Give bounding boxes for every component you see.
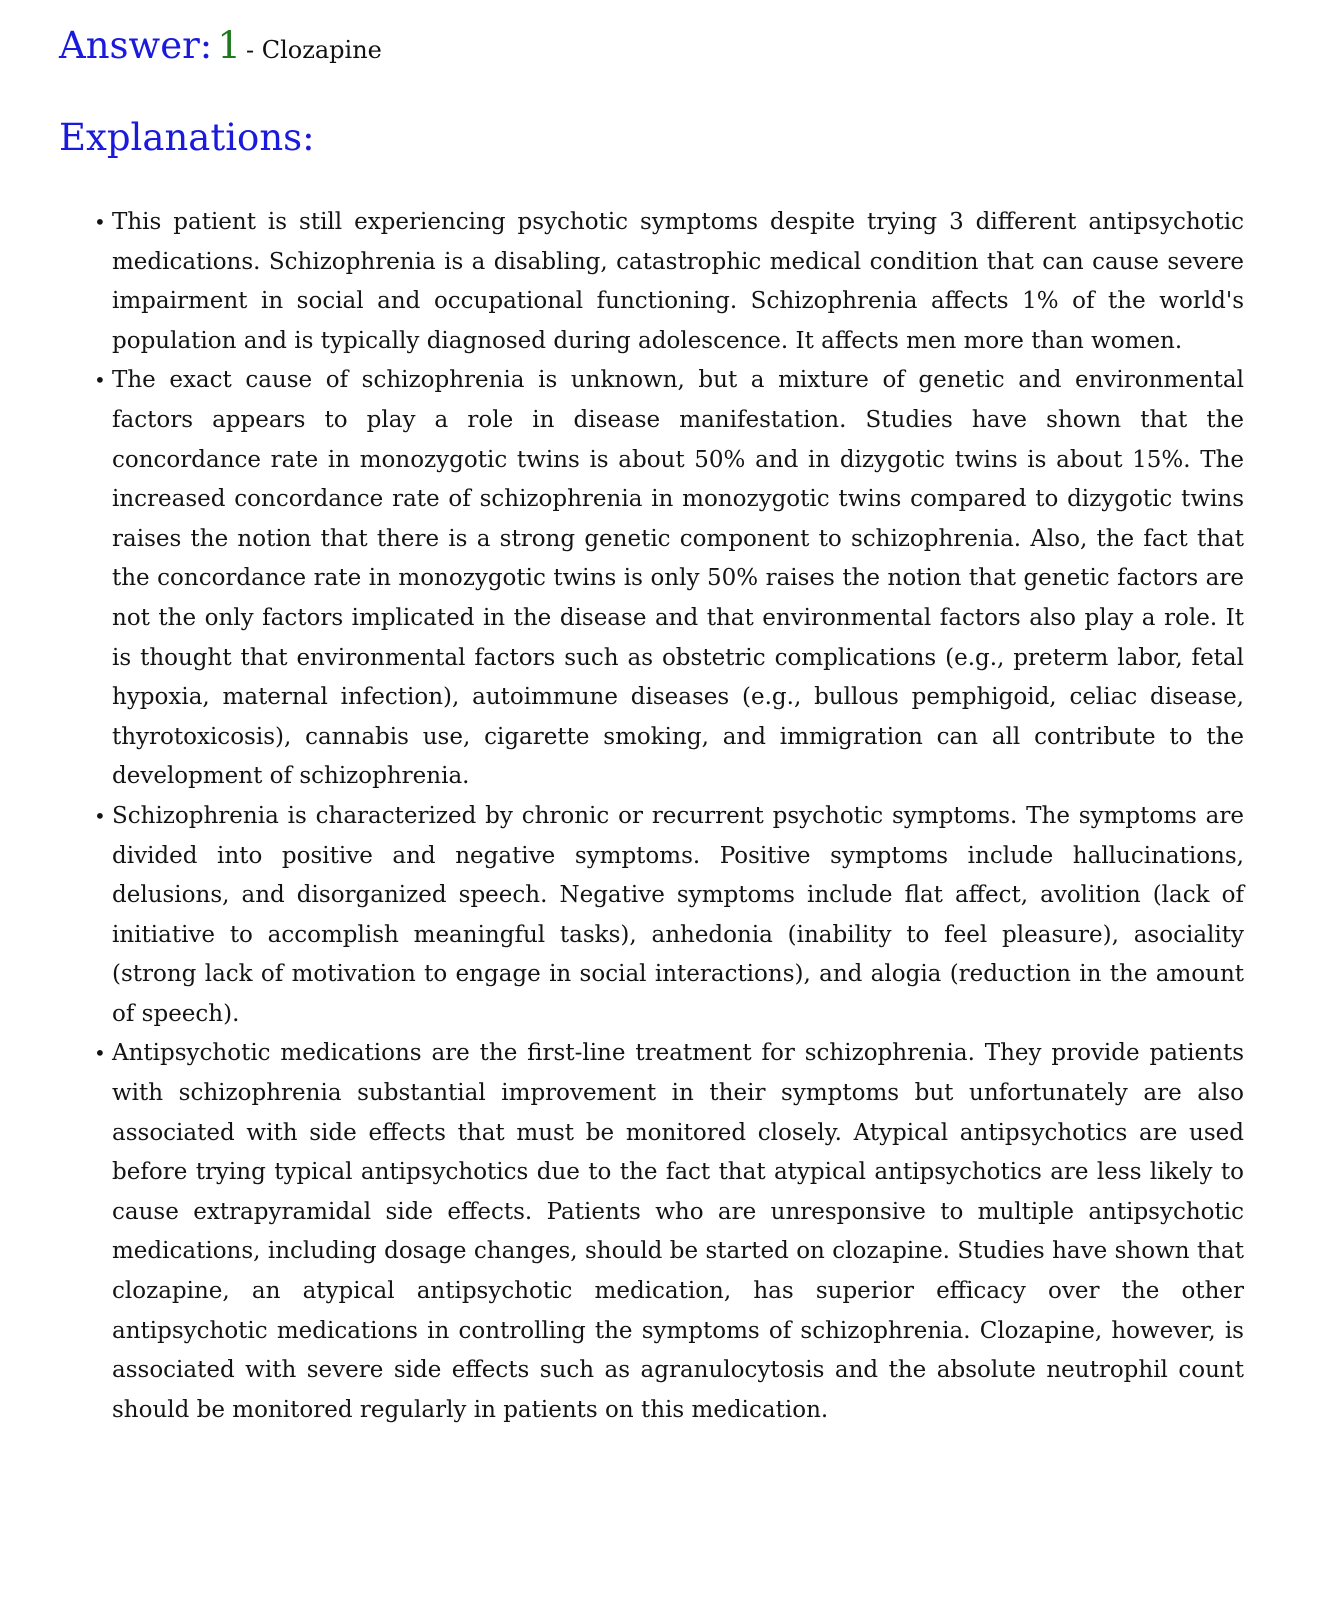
answer-label: Answer: xyxy=(59,24,213,67)
answer-number: 1 xyxy=(217,24,241,67)
explanation-text: Antipsychotic medications are the first-line treatment for schizophrenia. They provide patients with schizophrenia substantial improvement in their symptoms but unfortunately are also associated with side effects that must be monitored closely. Atypical antipsychotics are used before trying typical antipsychotics due to the fact that atypical antipsychotics are less likely to cause extrapyramidal side effects. Patients who are unresponsive to multiple antipsychotic medications, including dosage changes, should be started on clozapine. Studies have shown that clozapine, an atypical antipsychotic medication, has superior efficacy over the other antipsychotic medications in controlling the symptoms of schizophrenia. Clozapine, however, is associated with severe side effects such as agranulocytosis and the absolute neutrophil count should be monitored regularly in patients on this medication. xyxy=(112,1040,1244,1423)
explanation-list xyxy=(94,203,1244,1430)
explanations-heading: Explanations: xyxy=(59,116,315,159)
explanation-text: This patient is still experiencing psychotic symptoms despite trying 3 different antipsychotic medications. Schizophrenia is a disabling, catastrophic medical condition that can cause severe impairment in social and occupational functioning. Schizophrenia affects 1% of the world's population and is typically diagnosed during adolescence. It affects men more than women. xyxy=(112,209,1244,354)
explanation-item xyxy=(94,1034,1244,1430)
bullet-icon: • xyxy=(94,1041,106,1066)
bullet-icon: • xyxy=(94,368,106,393)
explanation-item xyxy=(94,203,1244,361)
explanation-item xyxy=(94,797,1244,1035)
explanation-text: Schizophrenia is characterized by chronic or recurrent psychotic symptoms. The symptoms are divided into positive and negative symptoms. Positive symptoms include hallucinations, delusions, and disorganized speech. Negative symptoms include flat affect, avolition (lack of initiative to accomplish meaningful tasks), anhedonia (inability to feel pleasure), asociality (strong lack of motivation to engage in social interactions), and alogia (reduction in the amount of speech). xyxy=(112,802,1244,1027)
bullet-icon: • xyxy=(94,210,106,234)
bullet-icon: • xyxy=(94,803,106,828)
explanation-text: The exact cause of schizophrenia is unknown, but a mixture of genetic and environmental factors appears to play a role in disease manifestation. Studies have shown that the concordance rate in monozygotic twins is about 50% and in dizygotic twins is about 15%. The increased concordance rate of schizophrenia in monozygotic twins compared to dizygotic twins raises the notion that there is a strong genetic component to schizophrenia. Also, the fact that the concordance rate in monozygotic twins is only 50% raises the notion that genetic factors are not the only factors implicated in the disease and that environmental factors also play a role. It is thought that environmental factors such as obstetric complications (e.g., preterm labor, fetal hypoxia, maternal infection), autoimmune diseases (e.g., bullous pemphigoid, celiac disease, thyrotoxicosis), cannabis use, cigarette smoking, and immigration can all contribute to the development of schizophrenia. xyxy=(112,367,1244,790)
answer-line xyxy=(59,24,382,67)
answer-text: - Clozapine xyxy=(246,36,382,64)
explanation-item xyxy=(94,361,1244,797)
